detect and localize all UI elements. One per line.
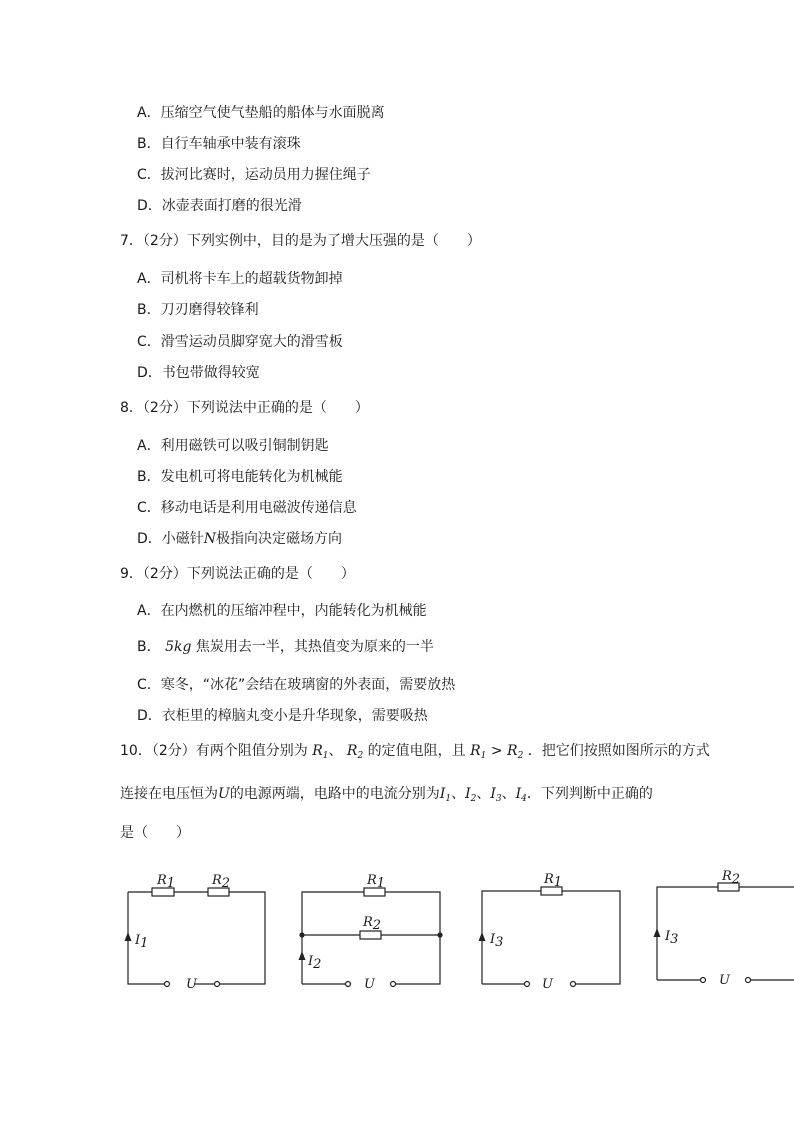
q6-option-c: C．拔河比赛时，运动员用力握住绳子 xyxy=(137,167,371,183)
q7-option-c: C．滑雪运动员脚穿宽大的滑雪板 xyxy=(137,334,343,350)
q8-stem: 8．（2分）下列说法中正确的是（ ） xyxy=(120,400,369,416)
junction-right xyxy=(437,932,442,937)
q7-option-a: A．司机将卡车上的超载货物卸掉 xyxy=(137,271,343,287)
label-r2: R2 xyxy=(363,915,382,933)
q9-option-c: C．寒冬，“冰花”会结在玻璃窗的外表面，需要放热 xyxy=(137,677,456,693)
label-r1: R1 xyxy=(367,873,386,891)
mass-quantity: 5kg xyxy=(165,639,192,655)
q10-stem-line3: 是（ ） xyxy=(120,825,190,841)
q7-stem: 7．（2分）下列实例中，目的是为了增大压强的是（ ） xyxy=(120,233,481,249)
label-r1: R1 xyxy=(544,872,563,890)
label-r1: R1 xyxy=(157,873,176,891)
q9-option-d: D．衣柜里的樟脑丸变小是升华现象，需要吸热 xyxy=(137,708,428,724)
q8-option-a: A．利用磁铁可以吸引铜制钥匙 xyxy=(137,438,329,454)
current-arrow xyxy=(299,951,306,960)
current-arrow xyxy=(479,932,486,941)
q9-option-b: B． 5kg 焦炭用去一半，其热值变为原来的一半 xyxy=(137,639,434,655)
q10-stem-line1: 10．（2分）有两个阻值分别为 $R_1$、 $R_2$ 的定值电阻，且 $R_1 > R_2$ ．把它们按照如图所示的方式 xyxy=(120,743,710,761)
q8-option-c: C．移动电话是利用电磁波传递信息 xyxy=(137,500,357,516)
label-u: U xyxy=(719,973,730,988)
circuit-diagram-c xyxy=(475,866,635,996)
q8-option-b: B．发电机可将电能转化为机械能 xyxy=(137,469,343,485)
label-i3: I3 xyxy=(665,929,679,947)
label-r2: R2 xyxy=(722,869,741,887)
q7-option-d: D．书包带做得较宽 xyxy=(137,365,260,381)
q9-stem: 9．（2分）下列说法正确的是（ ） xyxy=(120,566,355,582)
q10-stem-line2: 连接在电压恒为U的电源两端，电路中的电流分别为$I_1$、$I_2$、$I_3$、$I_4$．下列判断中正确的 xyxy=(120,786,653,804)
circuit-diagram-a xyxy=(120,866,280,996)
q6-option-a: A．压缩空气使气垫船的船体与水面脱离 xyxy=(137,105,385,121)
q9-option-a: A．在内燃机的压缩冲程中，内能转化为机械能 xyxy=(137,603,427,619)
north-pole-symbol: N xyxy=(203,531,217,547)
circuit-diagram-d xyxy=(650,866,794,996)
q6-option-d: D．冰壶表面打磨的很光滑 xyxy=(137,198,302,214)
circuit-diagram-b xyxy=(295,866,455,996)
label-u: U xyxy=(542,977,553,992)
q7-option-b: B．刀刃磨得较锋利 xyxy=(137,302,259,318)
junction-left xyxy=(299,932,304,937)
label-u: U xyxy=(186,977,197,992)
current-arrow xyxy=(125,932,132,941)
q6-option-b: B．自行车轴承中装有滚珠 xyxy=(137,136,301,152)
label-u: U xyxy=(364,977,375,992)
q8-option-d: D．小磁针N极指向决定磁场方向 xyxy=(137,531,343,547)
label-i3: I3 xyxy=(490,932,504,950)
label-r2: R2 xyxy=(212,873,231,891)
label-i1: I1 xyxy=(135,933,149,951)
label-i2: I2 xyxy=(308,954,322,972)
current-arrow xyxy=(654,928,661,937)
